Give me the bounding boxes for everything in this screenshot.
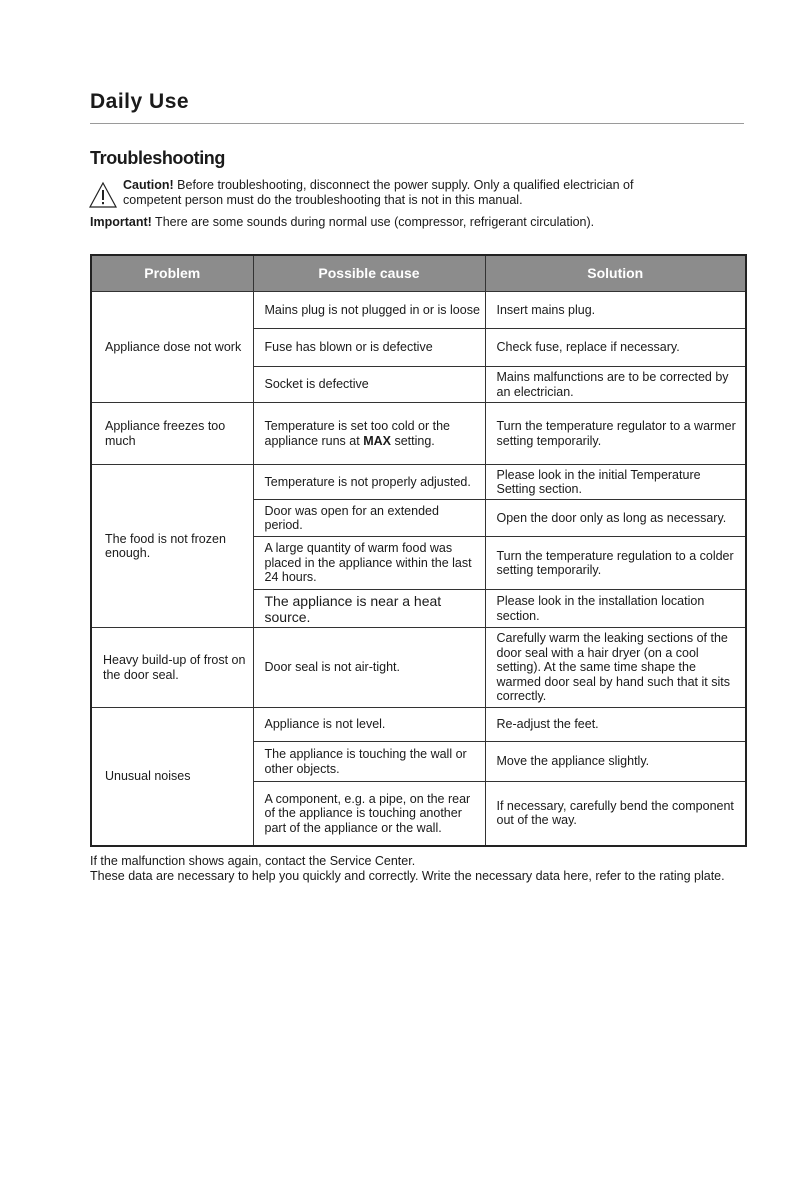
troubleshooting-table: [90, 254, 747, 847]
solution-cell: Turn the temperature regulation to a colder setting temporarily.: [485, 537, 746, 590]
header-solution: Solution: [485, 255, 746, 292]
important-notice: [90, 215, 750, 230]
table-row: [91, 465, 746, 500]
max-setting-label: MAX: [363, 433, 391, 448]
table-header-row: [91, 255, 746, 292]
cause-cell: Mains plug is not plugged in or is loose: [253, 292, 485, 329]
cause-cell: Socket is defective: [253, 367, 485, 403]
problem-cell: Appliance dose not work: [91, 292, 253, 403]
cause-text: Temperature is set too cold or the appliance runs at: [264, 419, 451, 448]
solution-cell: Open the door only as long as necessary.: [485, 500, 746, 537]
cause-cell: A large quantity of warm food was placed in the appliance within the last 24 hours.: [253, 537, 485, 590]
footer-line-1: If the malfunction shows again, contact the Service Center.: [90, 854, 416, 868]
solution-cell: Check fuse, replace if necessary.: [485, 329, 746, 367]
header-possible-cause: Possible cause: [253, 255, 485, 292]
solution-cell: Insert mains plug.: [485, 292, 746, 329]
cause-cell: The appliance is near a heat source.: [253, 590, 485, 628]
caution-line-2: competent person must do the troubleshooting that is not in this manual.: [123, 193, 523, 207]
cause-cell: The appliance is touching the wall or other objects.: [253, 742, 485, 782]
table-row: [91, 403, 746, 465]
page-subtitle: Troubleshooting: [90, 148, 225, 168]
solution-cell: Move the appliance slightly.: [485, 742, 746, 782]
caution-label: Caution!: [123, 178, 174, 192]
cause-cell: Fuse has blown or is defective: [253, 329, 485, 367]
problem-cell: The food is not frozen enough.: [91, 465, 253, 628]
title-divider: [90, 123, 744, 124]
caution-notice: [88, 178, 748, 212]
caution-text: [123, 178, 743, 208]
cause-text-end: setting.: [390, 433, 435, 448]
problem-cell: Unusual noises: [91, 708, 253, 846]
cause-cell: A component, e.g. a pipe, on the rear of the appliance is touching another part of the appliance or the wall.: [253, 782, 485, 846]
table-row: [91, 708, 746, 742]
caution-line-1: Before troubleshooting, disconnect the power supply. Only a qualified electrician of: [173, 178, 634, 192]
important-text: There are some sounds during normal use (compressor, refrigerant circulation).: [151, 215, 595, 229]
solution-cell: Carefully warm the leaking sections of the door seal with a hair dryer (on a cool setting). At the same time shape the warmed door seal by hand such that it sits correctly.: [485, 628, 746, 708]
solution-cell: If necessary, carefully bend the component out of the way.: [485, 782, 746, 846]
footer-line-2: These data are necessary to help you quickly and correctly. Write the necessary data here, refer to the rating plate.: [90, 869, 725, 883]
cause-cell: Door seal is not air-tight.: [253, 628, 485, 708]
solution-cell: Re-adjust the feet.: [485, 708, 746, 742]
important-label: Important!: [90, 215, 152, 229]
header-problem: Problem: [91, 255, 253, 292]
footer-note: [90, 854, 750, 884]
section-title: Daily Use: [90, 90, 190, 113]
table-row: [91, 292, 746, 329]
solution-cell: Please look in the initial Temperature Setting section.: [485, 465, 746, 500]
problem-cell: Appliance freezes too much: [91, 403, 253, 465]
warning-triangle-icon: [88, 181, 118, 209]
solution-cell: Please look in the installation location section.: [485, 590, 746, 628]
cause-cell: [253, 403, 485, 465]
cause-cell: Appliance is not level.: [253, 708, 485, 742]
cause-cell: Temperature is not properly adjusted.: [253, 465, 485, 500]
cause-cell: Door was open for an extended period.: [253, 500, 485, 537]
solution-cell: Turn the temperature regulator to a warmer setting temporarily.: [485, 403, 746, 465]
problem-cell: Heavy build-up of frost on the door seal.: [91, 628, 253, 708]
solution-cell: Mains malfunctions are to be corrected by an electrician.: [485, 367, 746, 403]
table-row: [91, 628, 746, 708]
